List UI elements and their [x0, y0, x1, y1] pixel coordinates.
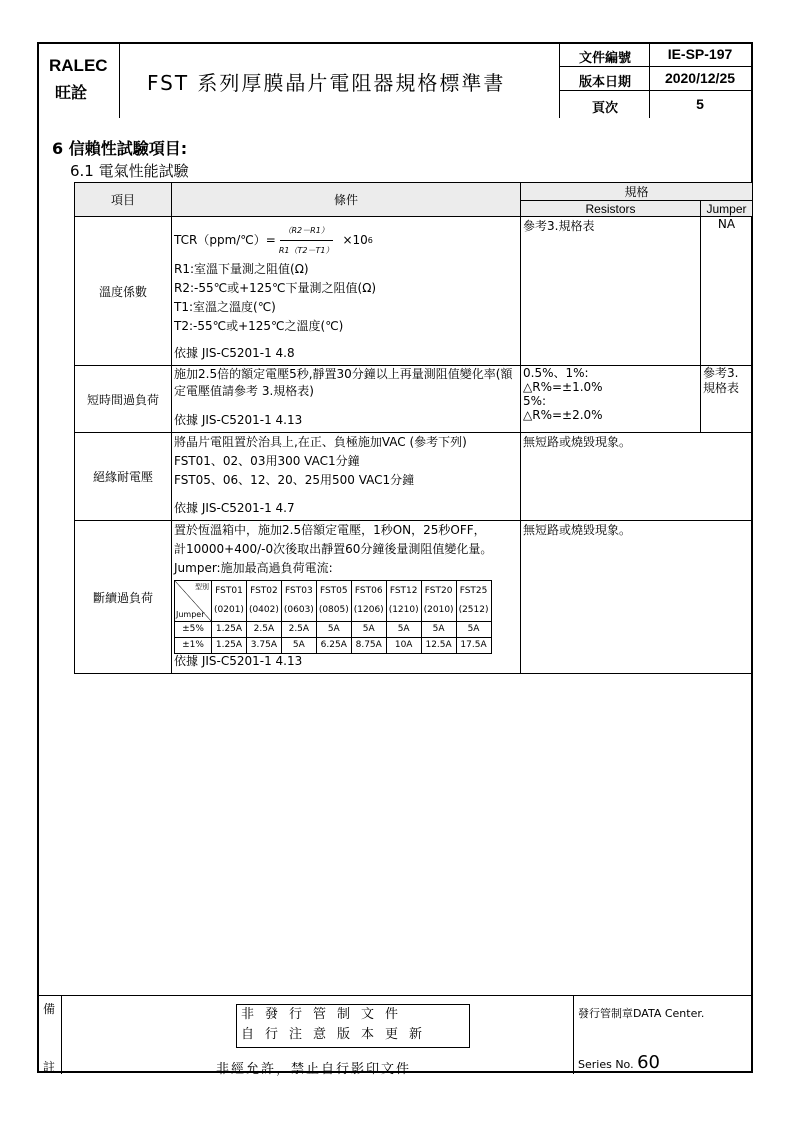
- condition-line: T2:-55℃或+125℃之溫度(℃): [174, 319, 344, 333]
- series-number: Series No. 60: [578, 1052, 660, 1073]
- overload-current-table: [174, 580, 492, 654]
- condition-cell: [172, 217, 521, 366]
- type-cell: FST01 (0201): [212, 581, 247, 622]
- condition-line: R2:-55℃或+125℃下量測之阻值(Ω): [174, 281, 377, 295]
- condition-text: 施加2.5倍的額定電壓5秒,靜置30分鐘以上再量測阻值變化率(額定電壓值請參考 3.規格表): [174, 367, 513, 398]
- document-footer: [37, 995, 753, 1077]
- document-header: [37, 42, 753, 118]
- overload-row: ±5% 1.25A 2.5A 2.5A 5A 5A 5A 5A 5A: [175, 622, 492, 638]
- company-logo-en: RALEC: [49, 56, 108, 75]
- issue-control-stamp: 發行管制章DATA Center.: [578, 1007, 705, 1020]
- condition-line: 計10000+400/-0次後取出靜置60分鐘後量測阻值變化量。: [174, 542, 493, 556]
- condition-line: T1:室溫之溫度(℃): [174, 300, 276, 314]
- header-jumper: Jumper: [701, 201, 753, 217]
- tcr-formula: TCR（ppm/℃）= $\frac{(R2-R1)}{R1(T2-T1)}$ ×10 6: [174, 221, 518, 260]
- version-date: 2020/12/25: [664, 70, 736, 86]
- company-logo-zh: 旺詮: [55, 83, 88, 102]
- doc-no-label: 文件編號: [578, 51, 631, 66]
- condition-cell: [172, 366, 521, 433]
- basis-standard: 依據 JIS-C5201-1 4.8: [174, 346, 295, 360]
- header-spec: 規格: [521, 183, 753, 201]
- item-cell: 溫度係數: [75, 217, 172, 366]
- copy-notice: 非經允許，禁止自行影印文件: [216, 1062, 412, 1077]
- basis-standard: 依據 JIS-C5201-1 4.13: [174, 654, 303, 668]
- note-label-bottom: 註: [43, 1060, 56, 1074]
- condition-line: FST01、02、03用300 VAC1分鐘: [174, 454, 360, 468]
- uncontrolled-notice-box: 非發行管制文件 自行注意版本更新: [236, 1004, 470, 1048]
- corner-cell: 型別 Jumper: [175, 581, 212, 622]
- table-row: [75, 366, 753, 433]
- page-label: 頁次: [591, 101, 618, 116]
- type-cell: FST25 (2512): [456, 581, 491, 622]
- item-cell: 絕緣耐電壓: [75, 433, 172, 521]
- table-row: [75, 217, 753, 366]
- condition-line: Jumper:施加最高過負荷電流:: [174, 561, 333, 575]
- item-cell: 短時間過負荷: [75, 366, 172, 433]
- condition-line: 置於恆溫箱中，施加2.5倍額定電壓，1秒ON，25秒OFF，: [174, 523, 486, 537]
- spec-cell: 無短路或燒毀現象。: [521, 433, 753, 521]
- table-row: [75, 433, 753, 521]
- basis-standard: 依據 JIS-C5201-1 4.7: [174, 501, 295, 515]
- doc-no-value: IE-SP-197: [667, 46, 733, 62]
- reliability-test-table: [74, 182, 753, 674]
- resistors-spec-cell: 0.5%、1%: △R%=±1.0% 5%: △R%=±2.0%: [521, 366, 701, 433]
- spec-cell: 無短路或燒毀現象。: [521, 521, 753, 674]
- type-cell: FST03 (0603): [281, 581, 316, 622]
- section-subtitle: 6.1 電氣性能試驗: [70, 162, 189, 180]
- condition-line: R1:室溫下量測之阻值(Ω): [174, 262, 309, 276]
- version-label: 版本日期: [578, 75, 631, 90]
- jumper-spec-cell: 參考3.規格表: [701, 366, 753, 433]
- header-item: 項目: [75, 183, 172, 217]
- resistors-spec-cell: 參考3.規格表: [521, 217, 701, 366]
- overload-row: ±1% 1.25A 3.75A 5A 6.25A 8.75A 10A 12.5A 17.5A: [175, 638, 492, 654]
- jumper-spec-cell: NA: [701, 217, 753, 366]
- condition-cell: [172, 521, 521, 674]
- type-cell: FST12 (1210): [386, 581, 421, 622]
- type-cell: FST06 (1206): [351, 581, 386, 622]
- note-label-top: 備: [43, 1002, 56, 1016]
- header-resistors: Resistors: [521, 201, 701, 217]
- page-number: 5: [696, 96, 704, 112]
- basis-standard: 依據 JIS-C5201-1 4.13: [174, 413, 303, 427]
- section-title: 6 信賴性試驗項目:: [52, 139, 188, 158]
- condition-line: FST05、06、12、20、25用500 VAC1分鐘: [174, 473, 415, 487]
- type-cell: FST02 (0402): [246, 581, 281, 622]
- condition-cell: [172, 433, 521, 521]
- type-cell: FST05 (0805): [316, 581, 351, 622]
- condition-line: 將晶片電阻置於治具上,在正、負極施加VAC (參考下列): [174, 435, 467, 449]
- type-cell: FST20 (2010): [421, 581, 456, 622]
- table-row: [75, 521, 753, 674]
- item-cell: 斷續過負荷: [75, 521, 172, 674]
- header-condition: 條件: [172, 183, 521, 217]
- document-title: FST 系列厚膜晶片電阻器規格標準書: [147, 71, 506, 95]
